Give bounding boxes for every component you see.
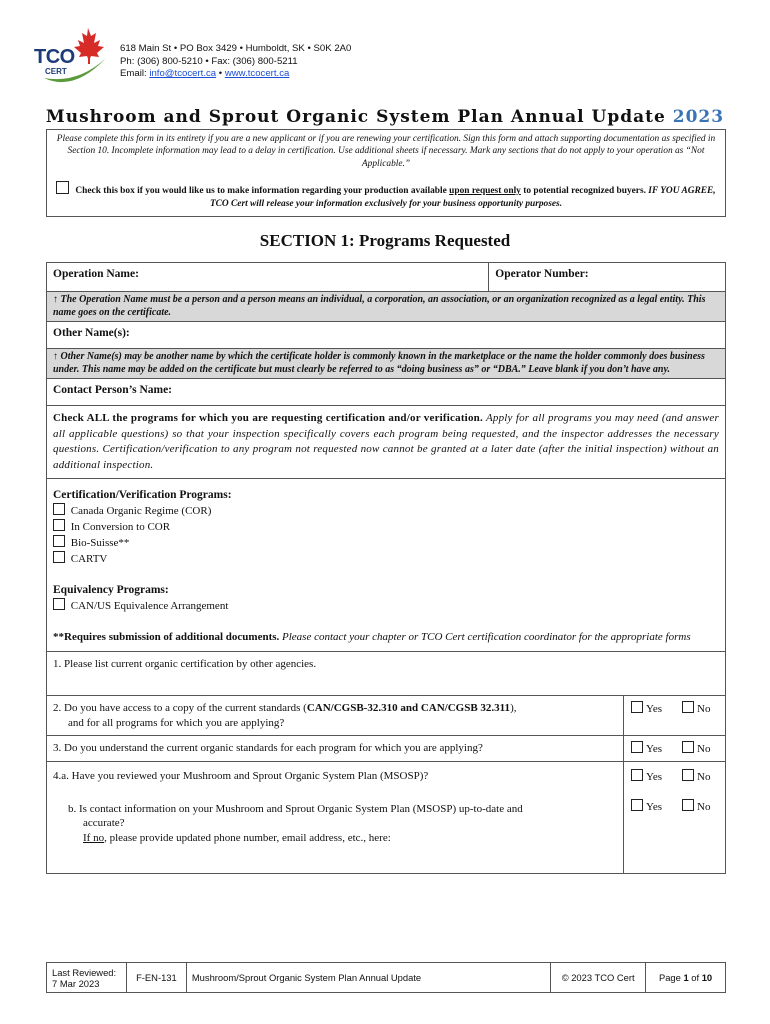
program-option-can-us[interactable]	[53, 598, 719, 614]
q4-yes-no	[624, 762, 726, 874]
form-code: F-EN-131	[126, 963, 186, 993]
operation-name-note: ↑ The Operation Name must be a person and a person means an individual, a corporation, an association, or an organization recognized as a legal entity. This name goes on the certificate.	[47, 292, 726, 322]
last-reviewed-date: 7 Mar 2023	[52, 977, 100, 989]
program-label: Bio-Suisse**	[70, 537, 130, 549]
program-option-bio-suisse[interactable]	[53, 535, 719, 551]
q2-after: ),	[510, 702, 517, 714]
check-all-instructions	[47, 406, 726, 479]
question-text: 3. Do you understand the current organic standards for each program for which you are applying?	[53, 742, 483, 754]
consent-underlined: upon request only	[449, 186, 521, 197]
contact-person-field[interactable]	[47, 379, 726, 406]
yes-label: Yes	[646, 743, 663, 755]
yes-checkbox[interactable]	[631, 741, 643, 753]
q4b-yes-no	[631, 799, 719, 813]
program-option-conversion[interactable]	[53, 519, 719, 535]
checkbox[interactable]	[53, 519, 65, 531]
footer	[46, 962, 726, 993]
q3-yes-no	[624, 736, 726, 762]
yes-label: Yes	[646, 771, 663, 783]
program-label: CARTV	[70, 553, 108, 565]
yes-label: Yes	[646, 703, 663, 715]
question-1[interactable]	[47, 652, 726, 696]
yes-checkbox[interactable]	[631, 769, 643, 781]
consent-before: Check this box if you would like us to make information regarding your production available	[75, 186, 450, 197]
no-checkbox[interactable]	[682, 701, 694, 713]
q2-yes-no	[624, 696, 726, 736]
last-reviewed-label: Last Reviewed:	[52, 966, 117, 978]
no-label: No	[697, 743, 711, 755]
tco-cert-logo	[34, 26, 114, 90]
if-no: If no	[83, 831, 105, 844]
instructions-text: Please complete this form in its entirety if you are a new applicant or if you are renewing your certification. Sign this form and attach supporting documentation as specified in Section 10. Incomplete information may lead to a delay in certification. Use additional sheets if necessary. Mark any sections that do not apply to your operation as “Not Applicable.”	[56, 134, 716, 169]
yes-label: Yes	[646, 801, 663, 813]
email-line	[120, 68, 351, 81]
yes-checkbox[interactable]	[631, 799, 643, 811]
page-total: 10	[701, 972, 713, 983]
other-names-label: Other Name(s):	[53, 327, 130, 339]
title-text: Mushroom and Sprout Organic System Plan Annual Update	[45, 107, 673, 127]
page-num: 1	[683, 972, 689, 983]
page-prefix: Page	[658, 972, 684, 983]
consent-line	[53, 181, 719, 210]
email-label: Email:	[120, 68, 150, 79]
q2-line2: and for all programs for which you are applying?	[68, 716, 285, 729]
other-names-note: ↑ Other Name(s) may be another name by which the certificate holder is commonly known in the marketplace or the name the holder commonly does business under. This name may be added on the certificate but must clearly be referred to as “doing business as” or “DBA.” Leave blank if you don’t have any.	[47, 349, 726, 379]
operation-name-field[interactable]	[47, 263, 489, 292]
question-4	[47, 762, 624, 874]
title-year: 2023	[672, 107, 725, 127]
program-label: In Conversion to COR	[70, 521, 171, 533]
question-2	[47, 696, 624, 736]
spacer	[53, 614, 719, 629]
checkbox[interactable]	[53, 503, 65, 515]
operation-name-label: Operation Name:	[53, 268, 139, 280]
copyright: © 2023 TCO Cert	[551, 963, 646, 993]
operator-number-field[interactable]	[489, 263, 726, 292]
q4a-yes-no	[631, 769, 719, 783]
page-title	[0, 107, 770, 127]
program-option-cor[interactable]	[53, 503, 719, 519]
last-reviewed	[47, 963, 127, 993]
address-line: 618 Main St • PO Box 3429 • Humboldt, SK • S0K 2A0	[120, 43, 352, 54]
no-label: No	[697, 771, 711, 783]
no-label: No	[697, 703, 711, 715]
checkbox[interactable]	[53, 598, 65, 610]
check-all-bold: Check ALL the programs for which you are requesting certification and/or verification.	[53, 412, 483, 424]
consent-italic: IF YOU AGREE, TCO Cert will release your information exclusively for your business opportunity purposes.	[209, 186, 716, 209]
form-title: Mushroom/Sprout Organic System Plan Annual Update	[186, 963, 550, 993]
q2-bold: CAN/CGSB-32.310 and CAN/CGSB 32.311	[306, 702, 511, 714]
logo-subtext: CERT	[45, 67, 67, 76]
question-3	[47, 736, 624, 762]
spacer	[53, 567, 719, 583]
requires-note	[53, 629, 719, 645]
yes-checkbox[interactable]	[631, 701, 643, 713]
instructions-box	[46, 129, 726, 217]
question-4b-line1: b. Is contact information on your Mushroom and Sprout Organic System Plan (MSOSP) up-to-date and	[68, 802, 523, 815]
program-label: Canada Organic Regime (COR)	[70, 505, 212, 517]
no-checkbox[interactable]	[682, 741, 694, 753]
programs-cell	[47, 479, 726, 652]
q2-before: 2. Do you have access to a copy of the current standards (	[53, 702, 307, 714]
checkbox[interactable]	[53, 535, 65, 547]
question-text: 1. Please list current organic certification by other agencies.	[53, 658, 317, 670]
consent-after: to potential recognized buyers.	[520, 186, 646, 197]
question-4b-line2: accurate?	[83, 817, 125, 829]
contact-person-label: Contact Person’s Name:	[53, 384, 173, 396]
phone-line: Ph: (306) 800-5210 • Fax: (306) 800-5211	[120, 55, 298, 67]
question-4b-line3	[53, 831, 617, 846]
checkbox[interactable]	[53, 551, 65, 563]
no-checkbox[interactable]	[682, 769, 694, 781]
email-link[interactable]: info@tcocert.ca	[149, 68, 217, 79]
program-option-cartv[interactable]	[53, 551, 719, 567]
no-checkbox[interactable]	[682, 799, 694, 811]
no-label: No	[697, 801, 711, 813]
logo-text: TCO	[34, 46, 75, 68]
program-label: CAN/US Equivalence Arrangement	[70, 600, 229, 612]
consent-checkbox[interactable]	[56, 181, 69, 194]
page-number	[646, 963, 726, 993]
equiv-programs-label: Equivalency Programs:	[53, 584, 169, 596]
section-title: SECTION 1: Programs Requested	[259, 231, 511, 250]
other-names-field[interactable]	[47, 322, 726, 349]
address-block	[120, 43, 351, 81]
page-of: of	[688, 972, 702, 983]
separator: •	[216, 68, 225, 79]
cert-programs-label: Certification/Verification Programs:	[53, 489, 232, 501]
q4b-rest: , please provide updated phone number, email address, etc., here:	[104, 831, 391, 844]
programs-form	[46, 262, 726, 874]
check-all-text: Apply for all programs you may need (and answer all applicable questions) so that your inspection specifically covers each program being requested, and the inspector addresses the necessary questions. Certification/verification to any program not requested now cannot be granted at a later date (after the initial inspection) without an additional inspection.	[53, 412, 719, 471]
requires-bold: **Requires submission of additional documents.	[53, 631, 280, 643]
requires-text: Please contact your chapter or TCO Cert certification coordinator for the appropriate forms	[279, 631, 691, 643]
question-4a-text: 4.a. Have you reviewed your Mushroom and Sprout Organic System Plan (MSOSP)?	[53, 770, 429, 782]
operator-number-label: Operator Number:	[495, 268, 589, 280]
website-link[interactable]: www.tcocert.ca	[224, 68, 290, 79]
